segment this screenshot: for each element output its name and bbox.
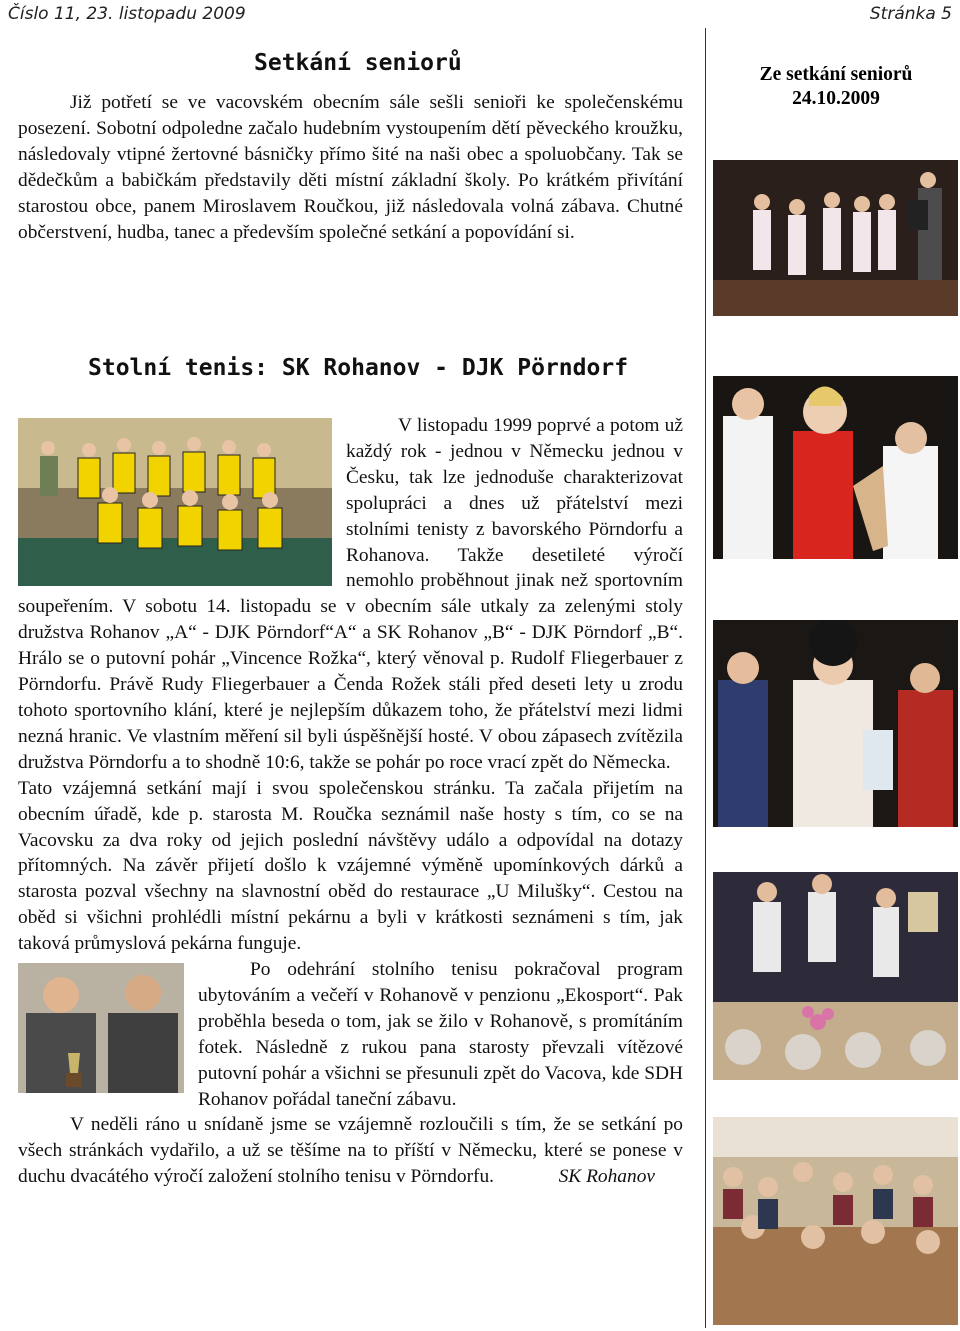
photo-audience-hall [713, 1117, 958, 1325]
paragraph: V listopadu 1999 poprvé a potom už každý rok - jednou v Německu jednou v Česku, tak lze jednoduše charakterizovat spolupráci a dnes už přátelství mezi stolními tenisty z bavorského Pörndorfu a Rohanova. Takže desetileté výročí nemohlo proběhnout jinak než sportovním soupeřením. V sobotu 14. listopadu se v obecním sále utkaly za zelenými stoly družstva Rohanov „A“ - DJK Pörndorf“A“ a SK Rohanov „B“ - DJK Pörndorf „B“. Hrálo se o putovní pohár „Vincence Rožka“, který věnoval p. Rudolf Fliegerbauer z Pörndorfu. Právě Rudy Fliegerbauer a Čenda Rožek stáli před deseti lety u zrodu tohoto sportovního klání, které je nejlepším důkazem toho, že přátelství mezi lidmi nezná hranic. Ve vlastním měření sil byli úspěšnější hosté. V obou zápasech zvítězila družstva Pörndorfu a to shodně 10:6, takže se pohár po roce vrací zpět do Německa. [18, 415, 683, 773]
signature: SK Rohanov [558, 1166, 655, 1188]
team-photo [18, 418, 332, 586]
column-divider [705, 28, 706, 1328]
article-title-table-tennis: Stolní tenis: SK Rohanov - DJK Pörndorf [88, 355, 629, 381]
page-number: Stránka 5 [869, 4, 952, 24]
photo-children-singing [713, 160, 958, 316]
photo-caption [718, 63, 954, 111]
paragraph-text: V neděli ráno u snídaně jsme se vzájemně rozloučili s tím, že se setkání po všech stránkách vydařilo, a už se těšíme na to příští v Německu, které se ponese v duchu dvacátého výročí založení stolního tenisu v Pörndorfu. [18, 1114, 683, 1188]
article-body-seniors [18, 90, 683, 245]
caption-date: 24.10.2009 [792, 88, 880, 109]
paragraph: Po odehrání stolního tenisu pokračoval program ubytováním a večeří v Rohanově v penzionu „Ekosport“. Pak proběhla beseda o tom, jak se žilo v Rohanově, s promítáním fotek. Následně z rukou pana starosty převzali vítězové putovní pohár a všichni se přesunuli zpět do Vacova, kde SDH Rohanov pořádal taneční zábavu. [198, 959, 683, 1110]
paragraph: Tato vzájemná setkání mají i svou společenskou stránku. Ta začala přijetím na obecním úřadě, kde p. starosta M. Roučka seznámil naše hosty s tím, co se na Vacovsku za dva roky od jejich poslední návštěvy událo a odpovídal na dotazy přítomných. Na závěr přijetí došlo k vzájemné výměně upomínkových dárků a starosta pozval všechny na slavnostní oběd do restaurace „U Milušky“. Cestou na oběd si všichni prohlédli místní pekárnu a byli v krátkosti seznámeni s tím, jak taková průmyslová pekárna funguje. [18, 777, 683, 955]
trophy-photo [18, 963, 184, 1093]
photo-costumed-performer [713, 620, 958, 827]
article-body-table-tennis [18, 413, 683, 1190]
caption-title: Ze setkání seniorů [759, 64, 913, 85]
paragraph [18, 1112, 683, 1190]
photo-music-band [713, 872, 958, 1080]
paragraph: Již potřetí se ve vacovském obecním sále sešli senioři ke společenskému posezení. Sobotní odpoledne začalo hudebním vystoupením dětí pěveckého kroužku, následovaly vtipné žertovné básničky přímo šité na naši obec a spoluobčany. Tak se dědečkům a babičkám představily děti místní základní školy. Po krátkém přivítání starostou obce, panem Miroslavem Roučkou, již následovala volná zábava. Chutné občerstvení, hudba, tanec a především společné setkání a popovídání si. [18, 92, 683, 243]
photo-children-performance [713, 376, 958, 559]
article-title-seniors: Setkání seniorů [254, 50, 462, 76]
issue-header: Číslo 11, 23. listopadu 2009 [8, 4, 246, 24]
